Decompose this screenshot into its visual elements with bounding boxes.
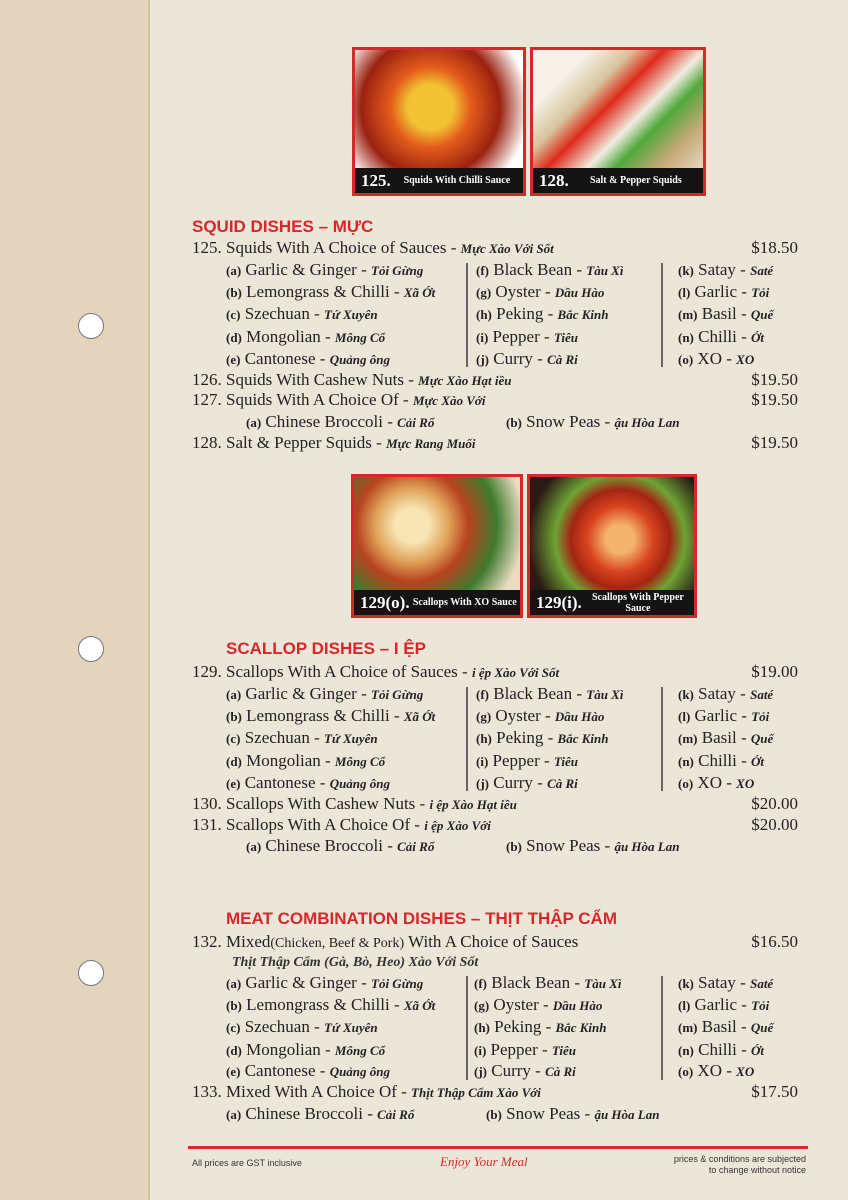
option-133-b [486, 1104, 659, 1124]
sauce-viet: XO [736, 352, 755, 367]
sauce-viet: Bắc Kinh [557, 731, 609, 746]
sauce-name: Peking [496, 728, 544, 747]
sauce-name: Mongolian [246, 751, 321, 770]
sauce-name: Garlic & Ginger [245, 684, 357, 703]
sauce-viet: Quế [750, 307, 774, 322]
sauce-viet: Ớt [751, 330, 765, 345]
sauce-name: Curry [493, 349, 533, 368]
item-name: 129. Scallops With A Choice of Sauces - [192, 662, 472, 681]
item-viet-name: Mực Rang Muối [386, 436, 476, 451]
sauce-option-b: (b) Lemongrass & Chilli - Xã Ớt [226, 995, 436, 1014]
sauce-letter: (e) [226, 352, 241, 367]
photo-number: 129(o). [360, 592, 410, 612]
sauce-name: XO [697, 1061, 722, 1080]
sauce-name: Curry [493, 773, 533, 792]
sauce-viet: Quế [750, 1020, 774, 1035]
sauce-viet: Tiêu [553, 754, 578, 769]
sauce-name: Pepper [492, 327, 540, 346]
photo-caption [533, 168, 703, 193]
option-name: Snow Peas - [506, 1104, 595, 1123]
sauce-letter: (j) [476, 352, 489, 367]
sauce-letter: (f) [476, 263, 489, 278]
sauce-viet: Dầu Hào [552, 998, 603, 1013]
sauce-letter: (j) [476, 776, 489, 791]
binding-strip [0, 0, 150, 1200]
menu-item-133 [192, 1082, 798, 1104]
sauce-option-b: (b) Lemongrass & Chilli - Xã Ớt [226, 706, 436, 725]
sauce-option-i: (i) Pepper - Tiêu [476, 327, 578, 346]
sauce-name: Oyster [493, 995, 539, 1014]
sauce-option-f: (f) Black Bean - Tàu Xì [476, 260, 624, 279]
sauce-option-a: (a) Garlic & Ginger - Tỏi Gừng [226, 260, 424, 279]
sauce-letter: (g) [476, 285, 492, 300]
sauce-letter: (l) [678, 998, 691, 1013]
sauce-option-j: (j) Curry - Cà Ri [474, 1061, 576, 1080]
sauce-option-m: (m) Basil - Quế [678, 1017, 774, 1036]
sauce-option-d: (d) Mongolian - Mông Cổ [226, 327, 386, 346]
sauce-name: Mongolian [246, 1040, 321, 1059]
menu-item-129 [192, 662, 798, 684]
sauce-viet: Tiêu [551, 1043, 576, 1058]
sauce-letter: (n) [678, 754, 694, 769]
sauce-option-f: (f) Black Bean - Tàu Xì [474, 973, 622, 992]
sauce-option-a: (a) Garlic & Ginger - Tỏi Gừng [226, 684, 424, 703]
menu-item-131 [192, 815, 798, 837]
photo-scallop-xo [351, 474, 523, 618]
footer-conditions-line2: to change without notice [708, 1165, 806, 1175]
menu-item-127 [192, 390, 798, 412]
item-viet-name: i ệp Xào Với Sốt [471, 665, 560, 680]
sauce-letter: (b) [226, 709, 242, 724]
option-name: Chinese Broccoli - [265, 836, 398, 855]
menu-item-126 [192, 370, 798, 392]
sauce-option-k: (k) Satay - Saté [678, 260, 774, 279]
sauce-viet: Tỏi Gừng [371, 263, 424, 278]
sauce-letter: (c) [226, 1020, 241, 1035]
option-127-b [506, 412, 679, 432]
sauce-name: Satay [698, 973, 736, 992]
sauce-viet: Saté [750, 263, 774, 278]
sauce-option-e: (e) Cantonese - Quảng ông [226, 773, 391, 792]
sauce-name: Chilli [698, 327, 737, 346]
sauce-name: Cantonese [244, 349, 316, 368]
sauce-viet: Tỏi Gừng [371, 687, 424, 702]
photo-number: 125. [361, 170, 391, 190]
photo-caption-text: Squids With Chilli Sauce [403, 175, 511, 186]
option-letter: (b) [486, 1107, 502, 1122]
sauce-letter: (m) [678, 731, 698, 746]
sauce-option-o: (o) XO - XO [678, 349, 755, 368]
sauce-viet: Xã Ớt [403, 998, 436, 1013]
item-name: 126. Squids With Cashew Nuts - [192, 370, 419, 389]
sauce-viet: Tàu Xì [586, 687, 624, 702]
sauce-option-f: (f) Black Bean - Tàu Xì [476, 684, 624, 703]
option-letter: (b) [506, 839, 522, 854]
item-price: $20.00 [751, 815, 798, 834]
sauce-option-g: (g) Oyster - Dầu Hào [476, 706, 605, 725]
sauce-name: Garlic & Ginger [245, 260, 357, 279]
option-letter: (b) [506, 415, 522, 430]
menu-item-128 [192, 433, 798, 455]
option-name: Snow Peas - [526, 836, 615, 855]
item-viet-name: i ệp Xào Với [424, 818, 491, 833]
item-viet-name: i ệp Xào Hạt iều [429, 797, 517, 812]
sauce-option-c: (c) Szechuan - Tứ Xuyên [226, 1017, 378, 1036]
sauce-letter: (c) [226, 307, 241, 322]
option-viet: Cải Rổ [397, 415, 435, 430]
photo-caption [354, 590, 520, 615]
item-viet-name: Mực Xào Với [412, 393, 486, 408]
sauce-option-j: (j) Curry - Cà Ri [476, 773, 578, 792]
option-viet: Cải Rổ [397, 839, 435, 854]
column-divider [466, 976, 468, 1080]
sauce-letter: (l) [678, 709, 691, 724]
sauce-name: Szechuan [244, 1017, 310, 1036]
sauce-option-m: (m) Basil - Quế [678, 728, 774, 747]
sauce-viet: Cà Ri [547, 776, 578, 791]
binder-hole-bottom [78, 960, 104, 986]
sauce-name: Oyster [495, 282, 541, 301]
option-letter: (a) [246, 415, 262, 430]
sauce-viet: Mông Cổ [334, 330, 386, 345]
sauce-letter: (d) [226, 1043, 242, 1058]
sauce-name: Pepper [490, 1040, 538, 1059]
sauce-name: Garlic [694, 995, 738, 1014]
sauce-option-k: (k) Satay - Saté [678, 684, 774, 703]
sauce-letter: (g) [474, 998, 490, 1013]
sauce-letter: (m) [678, 307, 698, 322]
item-name-detail: (Chicken, Beef & Pork) [270, 936, 405, 951]
sauce-viet: Tỏi [751, 709, 770, 724]
photo-squid-chilli [352, 47, 526, 196]
sauce-letter: (d) [226, 330, 242, 345]
item-price: $20.00 [751, 794, 798, 813]
sauce-name: Black Bean [491, 973, 571, 992]
sauce-letter: (o) [678, 1064, 694, 1079]
sauce-name: Mongolian [246, 327, 321, 346]
sauce-option-i: (i) Pepper - Tiêu [476, 751, 578, 770]
sauce-letter: (k) [678, 263, 694, 278]
menu-item-132 [192, 932, 798, 954]
sauce-option-h: (h) Peking - Bắc Kinh [476, 304, 609, 323]
option-131-a [246, 836, 434, 856]
sauce-viet: Tứ Xuyên [324, 731, 378, 746]
sauce-option-e: (e) Cantonese - Quảng ông [226, 349, 391, 368]
sauce-name: Peking [494, 1017, 542, 1036]
sauce-name: Cantonese [244, 1061, 316, 1080]
sauce-option-e: (e) Cantonese - Quảng ông [226, 1061, 391, 1080]
sauce-letter: (g) [476, 709, 492, 724]
sauce-option-l: (l) Garlic - Tỏi [678, 995, 770, 1014]
sauce-letter: (c) [226, 731, 241, 746]
binding-edge [148, 0, 150, 1200]
sauce-viet: Tàu Xì [586, 263, 624, 278]
sauce-viet: Bắc Kinh [555, 1020, 607, 1035]
sauce-viet: Cà Ri [545, 1064, 576, 1079]
option-131-b [506, 836, 679, 856]
sauce-option-g: (g) Oyster - Dầu Hào [476, 282, 605, 301]
sauce-viet: Mông Cổ [334, 1043, 386, 1058]
sauce-option-d: (d) Mongolian - Mông Cổ [226, 751, 386, 770]
sauce-letter: (b) [226, 998, 242, 1013]
photo-caption [530, 590, 694, 615]
option-viet: ậu Hòa Lan [594, 1107, 660, 1122]
photo-caption-text: Scallops With XO Sauce [412, 597, 517, 608]
footer-conditions [656, 1154, 806, 1176]
option-letter: (a) [226, 1107, 242, 1122]
sauce-viet: Tiêu [553, 330, 578, 345]
sauce-name: Curry [491, 1061, 531, 1080]
option-viet: Cải Rổ [377, 1107, 415, 1122]
sauce-viet: Ớt [751, 1043, 765, 1058]
sauce-option-c: (c) Szechuan - Tứ Xuyên [226, 728, 378, 747]
sauce-viet: Tỏi Gừng [371, 976, 424, 991]
sauce-name: Basil [701, 1017, 737, 1036]
photo-caption [355, 168, 523, 193]
sauce-viet: Quảng ông [329, 1064, 391, 1079]
option-viet: ậu Hòa Lan [614, 415, 680, 430]
section-title-scallop: SCALLOP DISHES – I ỆP [226, 639, 426, 658]
item-name: 128. Salt & Pepper Squids - [192, 433, 387, 452]
sauce-name: Pepper [492, 751, 540, 770]
option-133-a [226, 1104, 414, 1124]
column-divider [661, 976, 663, 1080]
photo-caption-text: Scallops With Pepper Sauce [591, 591, 684, 614]
sauce-viet: Dầu Hào [554, 709, 605, 724]
sauce-viet: Tứ Xuyên [324, 307, 378, 322]
sauce-letter: (n) [678, 1043, 694, 1058]
sauce-name: XO [697, 349, 722, 368]
item-name: 131. Scallops With A Choice Of - [192, 815, 425, 834]
sauce-name: Basil [701, 304, 737, 323]
sauce-letter: (b) [226, 285, 242, 300]
option-name: Chinese Broccoli - [265, 412, 398, 431]
sauce-letter: (h) [474, 1020, 490, 1035]
sauce-viet: XO [736, 776, 755, 791]
sauce-name: XO [697, 773, 722, 792]
sauce-letter: (l) [678, 285, 691, 300]
sauce-option-g: (g) Oyster - Dầu Hào [474, 995, 603, 1014]
sauce-option-l: (l) Garlic - Tỏi [678, 282, 770, 301]
item-price: $18.50 [751, 238, 798, 257]
sauce-name: Garlic [694, 282, 738, 301]
menu-item-125 [192, 238, 798, 260]
sauce-name: Chilli [698, 1040, 737, 1059]
sauce-letter: (a) [226, 687, 242, 702]
sauce-option-a: (a) Garlic & Ginger - Tỏi Gừng [226, 973, 424, 992]
sauce-viet: Xã Ớt [403, 285, 436, 300]
sauce-option-l: (l) Garlic - Tỏi [678, 706, 770, 725]
sauce-viet: Dầu Hào [554, 285, 605, 300]
item-viet-name: Thịt Thập Cẩm Xào Với [411, 1085, 541, 1100]
sauce-letter: (k) [678, 976, 694, 991]
sauce-name: Cantonese [244, 773, 316, 792]
sauce-name: Peking [496, 304, 544, 323]
footer-gst-note: All prices are GST inclusive [192, 1158, 302, 1168]
sauce-name: Garlic & Ginger [245, 973, 357, 992]
item-name: 132. Mixed [192, 932, 271, 951]
footer-rule [188, 1146, 808, 1149]
sauce-viet: XO [736, 1064, 755, 1079]
sauce-option-h: (h) Peking - Bắc Kinh [476, 728, 609, 747]
item-name: 133. Mixed With A Choice Of - [192, 1082, 412, 1101]
photo-number: 128. [539, 170, 569, 190]
sauce-name: Szechuan [244, 728, 310, 747]
column-divider [466, 687, 468, 791]
column-divider [661, 687, 663, 791]
column-divider [466, 263, 468, 367]
sauce-name: Basil [701, 728, 737, 747]
sauce-viet: Tứ Xuyên [324, 1020, 378, 1035]
sauce-letter: (o) [678, 352, 694, 367]
item-price: $16.50 [751, 932, 798, 951]
sauce-option-n: (n) Chilli - Ớt [678, 327, 765, 346]
sauce-letter: (i) [476, 754, 489, 769]
sauce-name: Black Bean [493, 260, 573, 279]
sauce-option-o: (o) XO - XO [678, 1061, 755, 1080]
item-viet-name: Mực Xào Hạt iều [418, 373, 512, 388]
sauce-letter: (k) [678, 687, 694, 702]
sauce-letter: (n) [678, 330, 694, 345]
sauce-letter: (e) [226, 1064, 241, 1079]
sauce-letter: (d) [226, 754, 242, 769]
item-name: 130. Scallops With Cashew Nuts - [192, 794, 430, 813]
item-name-suffix: With A Choice of Sauces [404, 932, 579, 951]
sauce-option-n: (n) Chilli - Ớt [678, 751, 765, 770]
sauce-viet: Quảng ông [329, 776, 391, 791]
sauce-viet: Mông Cổ [334, 754, 386, 769]
sauce-letter: (a) [226, 263, 242, 278]
menu-item-130 [192, 794, 798, 816]
sauce-letter: (j) [474, 1064, 487, 1079]
sauce-letter: (o) [678, 776, 694, 791]
photo-row-squid [352, 47, 706, 196]
item-name: 125. Squids With A Choice of Sauces - [192, 238, 461, 257]
option-name: Snow Peas - [526, 412, 615, 431]
footer-conditions-line1: prices & conditions are subjected [673, 1154, 806, 1164]
sauce-name: Lemongrass & Chilli [246, 282, 390, 301]
sauce-letter: (i) [476, 330, 489, 345]
sauce-viet: Tàu Xì [584, 976, 622, 991]
sauce-option-c: (c) Szechuan - Tứ Xuyên [226, 304, 378, 323]
binder-hole-top [78, 313, 104, 339]
sauce-letter: (f) [474, 976, 487, 991]
sauce-name: Garlic [694, 706, 738, 725]
sauce-name: Satay [698, 260, 736, 279]
item-price: $17.50 [751, 1082, 798, 1101]
sauce-name: Szechuan [244, 304, 310, 323]
item-price: $19.00 [751, 662, 798, 681]
sauce-option-i: (i) Pepper - Tiêu [474, 1040, 576, 1059]
sauce-viet: Quảng ông [329, 352, 391, 367]
item-viet-name: Mực Xào Với Sốt [460, 241, 554, 256]
sauce-option-m: (m) Basil - Quế [678, 304, 774, 323]
sauce-letter: (h) [476, 307, 492, 322]
item-price: $19.50 [751, 390, 798, 409]
photo-scallop-pepper [527, 474, 697, 618]
photo-caption-text: Salt & Pepper Squids [589, 175, 682, 186]
sauce-viet: Saté [750, 687, 774, 702]
option-name: Chinese Broccoli - [245, 1104, 378, 1123]
sauce-letter: (m) [678, 1020, 698, 1035]
sauce-option-h: (h) Peking - Bắc Kinh [474, 1017, 607, 1036]
footer-slogan: Enjoy Your Meal [440, 1154, 528, 1169]
option-viet: ậu Hòa Lan [614, 839, 680, 854]
sauce-viet: Xã Ớt [403, 709, 436, 724]
sauce-option-n: (n) Chilli - Ớt [678, 1040, 765, 1059]
option-127-a [246, 412, 434, 432]
item-price: $19.50 [751, 370, 798, 389]
sauce-name: Lemongrass & Chilli [246, 706, 390, 725]
sauce-option-k: (k) Satay - Saté [678, 973, 774, 992]
sauce-option-b: (b) Lemongrass & Chilli - Xã Ớt [226, 282, 436, 301]
option-letter: (a) [246, 839, 262, 854]
sauce-name: Lemongrass & Chilli [246, 995, 390, 1014]
sauce-option-j: (j) Curry - Cà Ri [476, 349, 578, 368]
sauce-viet: Ớt [751, 754, 765, 769]
item-name: 127. Squids With A Choice Of - [192, 390, 413, 409]
item-132-viet-subtitle: Thịt Thập Cẩm (Gà, Bò, Heo) Xào Với Sốt [232, 955, 479, 970]
sauce-letter: (a) [226, 976, 242, 991]
sauce-option-d: (d) Mongolian - Mông Cổ [226, 1040, 386, 1059]
photo-row-scallop [351, 474, 697, 618]
sauce-name: Satay [698, 684, 736, 703]
sauce-name: Chilli [698, 751, 737, 770]
sauce-name: Black Bean [493, 684, 573, 703]
sauce-viet: Cà Ri [547, 352, 578, 367]
photo-number: 129(i). [536, 592, 582, 612]
sauce-viet: Quế [750, 731, 774, 746]
item-price: $19.50 [751, 433, 798, 452]
sauce-letter: (f) [476, 687, 489, 702]
sauce-viet: Tỏi [751, 285, 770, 300]
sauce-viet: Bắc Kinh [557, 307, 609, 322]
column-divider [661, 263, 663, 367]
section-title-squid: SQUID DISHES – MỰC [192, 217, 374, 236]
sauce-option-o: (o) XO - XO [678, 773, 755, 792]
sauce-viet: Saté [750, 976, 774, 991]
section-title-meat: MEAT COMBINATION DISHES – THỊT THẬP CẨM [226, 909, 617, 928]
photo-salt-pepper-squid [530, 47, 706, 196]
sauce-letter: (e) [226, 776, 241, 791]
sauce-letter: (i) [474, 1043, 487, 1058]
sauce-letter: (h) [476, 731, 492, 746]
sauce-viet: Tỏi [751, 998, 770, 1013]
sauce-name: Oyster [495, 706, 541, 725]
binder-hole-middle [78, 636, 104, 662]
